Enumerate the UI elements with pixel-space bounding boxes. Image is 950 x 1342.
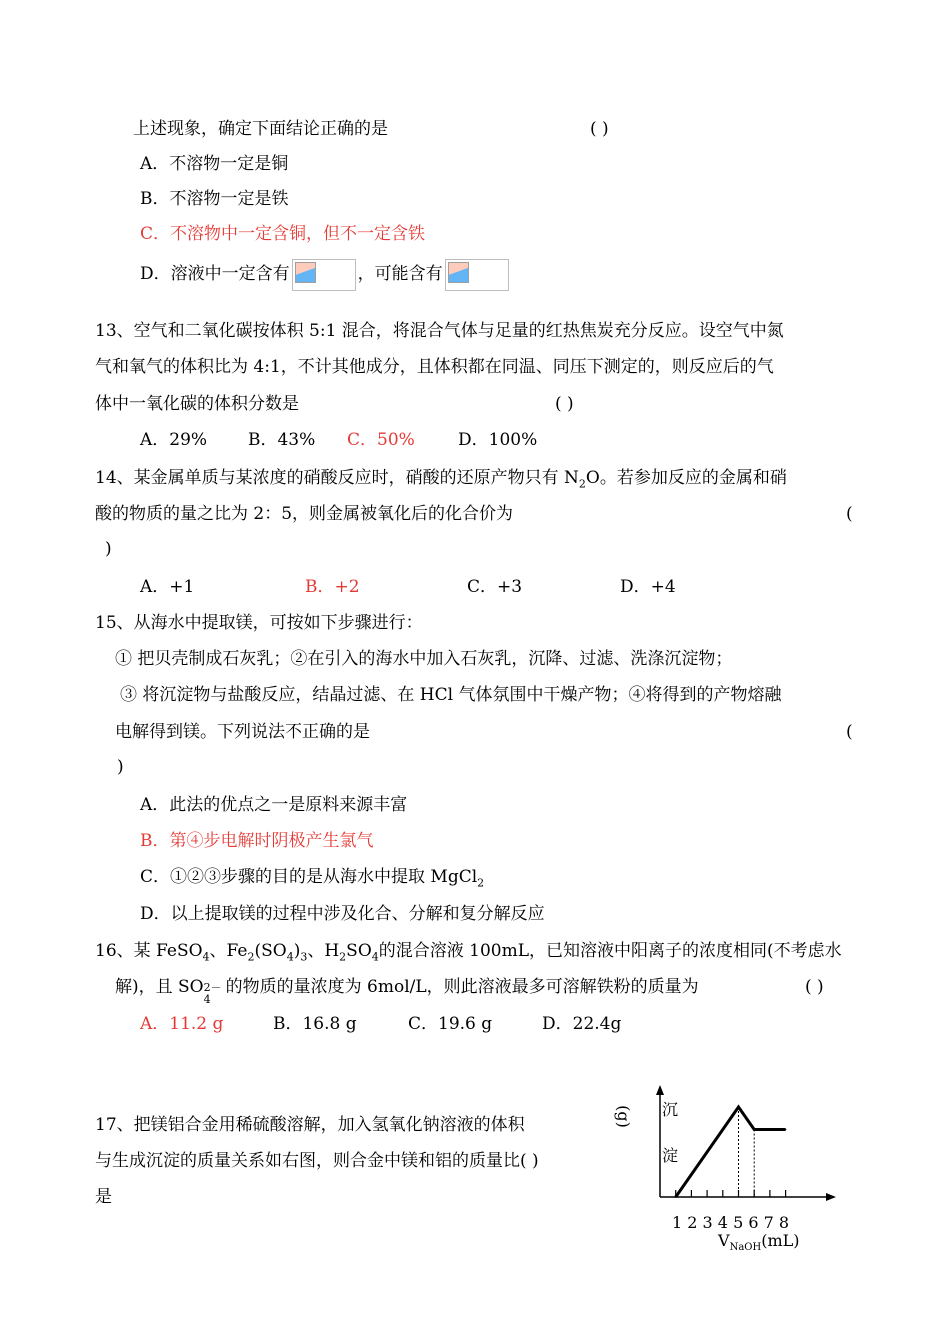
q16-s3: 4: [286, 950, 294, 964]
broken-image-icon: [445, 259, 509, 291]
q14-line1: [95, 467, 787, 495]
q12-option-c: C．不溶物中一定含铜，但不一定含铁: [140, 224, 426, 244]
q16-option-b: B．16.8 g: [273, 1014, 357, 1034]
q16-option-d: D．22.4g: [542, 1014, 622, 1034]
q16-s5: 2: [339, 950, 347, 964]
q17-line3: 是: [95, 1187, 112, 1207]
q13-line1: 13、空气和二氧化碳按体积 5:1 混合，将混合气体与足量的红热焦炭充分反应。设空气中氮: [95, 321, 784, 341]
q14-line1-post: O。若参加反应的金属和硝: [585, 468, 787, 488]
q16-l2sup: 2－: [203, 981, 222, 994]
chart-xlabel-sub: NaOH: [729, 1242, 762, 1254]
q16-p3: (SO: [254, 941, 287, 961]
series-point-3: [785, 1129, 787, 1131]
q12-option-b: B．不溶物一定是铁: [140, 189, 289, 209]
q14-line2: 酸的物质的量之比为 2：5，则金属被氧化后的化合价为: [95, 504, 514, 524]
chart-plot: [618, 1085, 848, 1215]
q15-option-d: D．以上提取镁的过程中涉及化合、分解和复分解反应: [140, 904, 545, 924]
series-point-0: [675, 1196, 677, 1198]
q13-option-a: A．29%: [140, 430, 208, 450]
q15-line2: ① 把贝壳制成石灰乳；②在引入的海水中加入石灰乳，沉降、过滤、洗涤沉淀物；: [115, 649, 733, 669]
q13-option-c: C．50%: [347, 430, 415, 450]
q15-bracket-open: (: [846, 722, 853, 742]
broken-image-icon: [292, 259, 356, 291]
q16-l2a: 解)，且 SO: [115, 977, 204, 997]
q12-bracket: ( ): [590, 119, 609, 139]
chart-ylabel-top: 沉: [662, 1100, 679, 1119]
chart-ylabel-bottom: 淀: [662, 1146, 679, 1165]
q16-s1: 4: [202, 950, 210, 964]
chart-xlabel: [718, 1231, 799, 1253]
q16-p4: ): [293, 941, 301, 961]
series-point-1: [738, 1106, 740, 1108]
q16-option-c: C．19.6 g: [408, 1014, 493, 1034]
chart-xlabel-unit: (mL): [761, 1231, 800, 1250]
q12-option-a: A．不溶物一定是铜: [140, 154, 289, 174]
q12-stem-text: 上述现象，确定下面结论正确的是: [133, 119, 388, 139]
precipitate-chart: [613, 1085, 848, 1255]
q14-option-a: A．+1: [140, 577, 195, 597]
q16-p7: 的混合溶液 100mL，已知溶液中阳离子的浓度相同(不考虑水: [378, 941, 842, 961]
q12-option-d-pre: D．溶液中一定含有: [140, 264, 290, 284]
q16-p2: 、Fe: [209, 941, 248, 961]
q16-p1: 16、某 FeSO: [95, 941, 203, 961]
q13-line2: 气和氧气的体积比为 4:1，不计其他成分，且体积都在同温、同压下测定的，则反应后的气: [95, 357, 774, 377]
chart-xticks: 1 2 3 4 5 6 7 8: [672, 1213, 790, 1232]
q15-line3: ③ 将沉淀物与盐酸反应，结晶过滤、在 HCl 气体氛围中干燥产物；④将得到的产物熔融: [120, 685, 782, 705]
q15-option-c-sub: 2: [477, 876, 485, 890]
q15-bracket-close: ): [117, 757, 124, 777]
q16-s4: 3: [300, 950, 308, 964]
chart-xlabel-main: V: [718, 1231, 730, 1250]
q16-p5: 、H: [307, 941, 340, 961]
q16-option-a: A．11.2 g: [140, 1014, 224, 1034]
q13-line3: 体中一氧化碳的体积分数是: [95, 394, 299, 414]
series-point-2: [753, 1129, 755, 1131]
q16-s6: 4: [371, 950, 379, 964]
y-axis-arrow: [656, 1085, 664, 1095]
chart-yunit: (g): [613, 1105, 633, 1128]
q16-p6: SO: [346, 941, 372, 961]
q16-l2b: 的物质的量浓度为 6mol/L，则此溶液最多可溶解铁粉的质量为: [225, 977, 699, 997]
q13-option-d: D．100%: [458, 430, 538, 450]
q15-line4: 电解得到镁。下列说法不正确的是: [115, 722, 370, 742]
q16-bracket: ( ): [805, 977, 824, 997]
q14-bracket-close: ): [105, 539, 112, 559]
q14-option-d: D．+4: [620, 577, 676, 597]
q12-option-d: [140, 258, 511, 291]
q13-option-b: B．43%: [248, 430, 316, 450]
q16-s2: 2: [247, 950, 255, 964]
q17-line2: 与生成沉淀的质量关系如右图，则合金中镁和铝的质量比( ): [95, 1151, 539, 1171]
q13-bracket: ( ): [555, 394, 574, 414]
q15-option-b: B．第④步电解时阴极产生氯气: [140, 831, 374, 851]
q15-line1: 15、从海水中提取镁，可按如下步骤进行：: [95, 613, 423, 633]
q16-line2: [115, 976, 699, 1006]
q17-line1: 17、把镁铝合金用稀硫酸溶解，加入氢氧化钠溶液的体积: [95, 1115, 525, 1135]
q14-line1-sub: 2: [578, 477, 586, 491]
q14-line1-pre: 14、某金属单质与某浓度的硝酸反应时，硝酸的还原产物只有 N: [95, 468, 579, 488]
x-axis-arrow: [826, 1193, 836, 1201]
q15-option-a: A．此法的优点之一是原料来源丰富: [140, 795, 408, 815]
q12-option-d-mid: ，可能含有: [357, 264, 443, 284]
q15-option-c-pre: C．①②③步骤的目的是从海水中提取 MgCl: [140, 867, 478, 887]
q12-stem: [133, 118, 388, 140]
precipitate-series-line: [676, 1107, 786, 1197]
q14-option-b: B．+2: [305, 577, 360, 597]
q16-l2sub: 4: [203, 993, 211, 1006]
q14-bracket-open: (: [846, 504, 853, 524]
q15-option-c: [140, 866, 484, 894]
q14-option-c: C．+3: [467, 577, 523, 597]
q16-line1: [95, 940, 842, 968]
